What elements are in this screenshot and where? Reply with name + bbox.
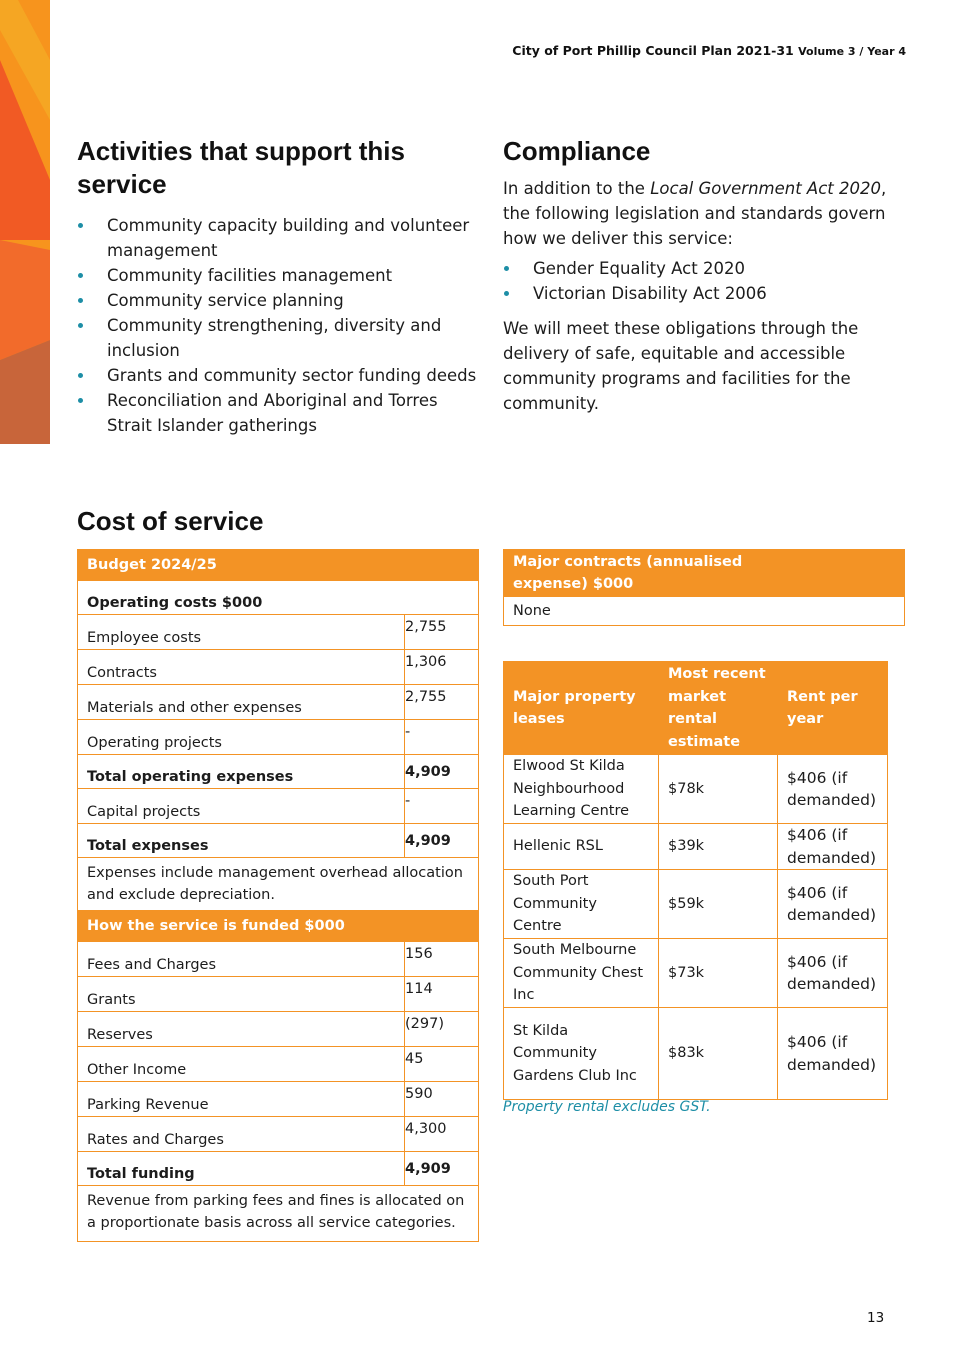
budget-note: Expenses include management overhead allocation and exclude depreciation. [78, 858, 479, 914]
row-value: - [405, 789, 479, 824]
lease-name: South Melbourne Community Chest Inc [504, 939, 659, 1008]
row-value: 4,909 [405, 755, 479, 789]
row-value: (297) [405, 1012, 479, 1047]
row-label: Fees and Charges [78, 942, 405, 977]
funding-note: Revenue from parking fees and fines is allocated on a proportionate basis across all service categories. [78, 1186, 479, 1242]
table-row [78, 615, 479, 650]
operating-costs-subheader: Operating costs $000 [78, 581, 479, 615]
act-name: Local Government Act 2020 [650, 179, 882, 198]
lease-estimate: $59k [659, 870, 778, 939]
table-row [78, 1117, 479, 1152]
activities-list [77, 213, 482, 438]
row-value: - [405, 720, 479, 755]
lease-name: St Kilda Community Gardens Club Inc [504, 1008, 659, 1100]
list-item: Grants and community sector funding deeds [77, 363, 482, 388]
row-value: 590 [405, 1082, 479, 1117]
cost-of-service-heading: Cost of service [77, 506, 264, 536]
table-row [78, 1082, 479, 1117]
lease-rent: $406 (if demanded) [778, 870, 888, 939]
table-row [504, 597, 905, 626]
table-row [78, 824, 479, 858]
table-header-row [504, 550, 905, 597]
document-header [512, 43, 906, 58]
table-header-row [504, 662, 888, 755]
compliance-intro-text: In addition to the [503, 179, 651, 198]
lease-name: Hellenic RSL [504, 824, 659, 870]
table-row [78, 720, 479, 755]
compliance-list [503, 256, 903, 306]
list-item: Community strengthening, diversity and inclusion [77, 313, 482, 363]
table-row [78, 685, 479, 720]
col-header-lease: Major property leases [504, 662, 659, 755]
property-leases-table [503, 661, 888, 1100]
table-row [504, 1008, 888, 1100]
activities-section [77, 135, 482, 438]
list-item: Reconciliation and Aboriginal and Torres Strait Islander gatherings [77, 388, 482, 438]
contracts-header: Major contracts (annualised expense) $000 [504, 550, 768, 597]
compliance-section [503, 135, 903, 416]
lease-rent: $406 (if demanded) [778, 1008, 888, 1100]
contracts-table [503, 549, 905, 626]
table-row [504, 939, 888, 1008]
document-volume: Volume 3 / Year 4 [798, 45, 906, 58]
row-label: Parking Revenue [78, 1082, 405, 1117]
lease-rent: $406 (if demanded) [778, 824, 888, 870]
lease-rent: $406 (if demanded) [778, 939, 888, 1008]
table-row [78, 755, 479, 789]
table-row [78, 977, 479, 1012]
list-item: Gender Equality Act 2020 [503, 256, 903, 281]
row-label: Rates and Charges [78, 1117, 405, 1152]
property-note: Property rental excludes GST. [503, 1099, 711, 1115]
document-title: City of Port Phillip Council Plan 2021-31 [512, 43, 794, 58]
lease-estimate: $73k [659, 939, 778, 1008]
row-value: 2,755 [405, 615, 479, 650]
table-row [78, 1152, 479, 1186]
page-number: 13 [867, 1310, 885, 1326]
col-header-rent: Rent per year [778, 662, 888, 755]
lease-rent: $406 (if demanded) [778, 755, 888, 824]
row-value: 1,306 [405, 650, 479, 685]
compliance-intro [503, 176, 903, 251]
contracts-value: None [504, 597, 905, 626]
funding-table [77, 910, 479, 1242]
lease-name: South Port Community Centre [504, 870, 659, 939]
compliance-intro-rest: , the following legislation and standards govern how we deliver this service: [503, 179, 887, 248]
row-value: 4,300 [405, 1117, 479, 1152]
table-row [78, 650, 479, 685]
table-row [78, 1012, 479, 1047]
table-row [78, 942, 479, 977]
contracts-header-blank [768, 550, 905, 597]
table-row [78, 858, 479, 914]
row-label: Other Income [78, 1047, 405, 1082]
col-header-estimate: Most recent market rental estimate [659, 662, 778, 755]
row-label: Reserves [78, 1012, 405, 1047]
lease-estimate: $83k [659, 1008, 778, 1100]
list-item: Community service planning [77, 288, 482, 313]
table-header-row [78, 911, 479, 942]
list-item: Community capacity building and volunteer management [77, 213, 482, 263]
list-item: Community facilities management [77, 263, 482, 288]
table-row [504, 824, 888, 870]
row-value: 114 [405, 977, 479, 1012]
row-label: Capital projects [78, 789, 405, 824]
row-value: 156 [405, 942, 479, 977]
row-label: Total funding [78, 1152, 405, 1186]
row-label: Employee costs [78, 615, 405, 650]
row-label: Contracts [78, 650, 405, 685]
row-value: 45 [405, 1047, 479, 1082]
compliance-closing: We will meet these obligations through the delivery of safe, equitable and accessible community programs and facilities for the community. [503, 319, 859, 413]
table-row [504, 755, 888, 824]
row-label: Operating projects [78, 720, 405, 755]
list-item: Victorian Disability Act 2006 [503, 281, 903, 306]
lease-estimate: $39k [659, 824, 778, 870]
row-value: 2,755 [405, 685, 479, 720]
table-header-row [78, 550, 479, 581]
row-label: Materials and other expenses [78, 685, 405, 720]
lease-name: Elwood St Kilda Neighbourhood Learning Centre [504, 755, 659, 824]
lease-estimate: $78k [659, 755, 778, 824]
budget-header: Budget 2024/25 [78, 550, 479, 581]
row-label: Total expenses [78, 824, 405, 858]
budget-table [77, 549, 479, 914]
row-value: 4,909 [405, 824, 479, 858]
compliance-heading: Compliance [503, 136, 651, 166]
table-row [78, 1186, 479, 1242]
table-row [78, 789, 479, 824]
table-row [78, 1047, 479, 1082]
table-row [504, 870, 888, 939]
row-label: Total operating expenses [78, 755, 405, 789]
funding-header: How the service is funded $000 [78, 911, 479, 942]
table-row [78, 581, 479, 615]
row-label: Grants [78, 977, 405, 1012]
activities-heading: Activities that support this service [77, 136, 405, 199]
decorative-strip [0, 0, 50, 444]
row-value: 4,909 [405, 1152, 479, 1186]
